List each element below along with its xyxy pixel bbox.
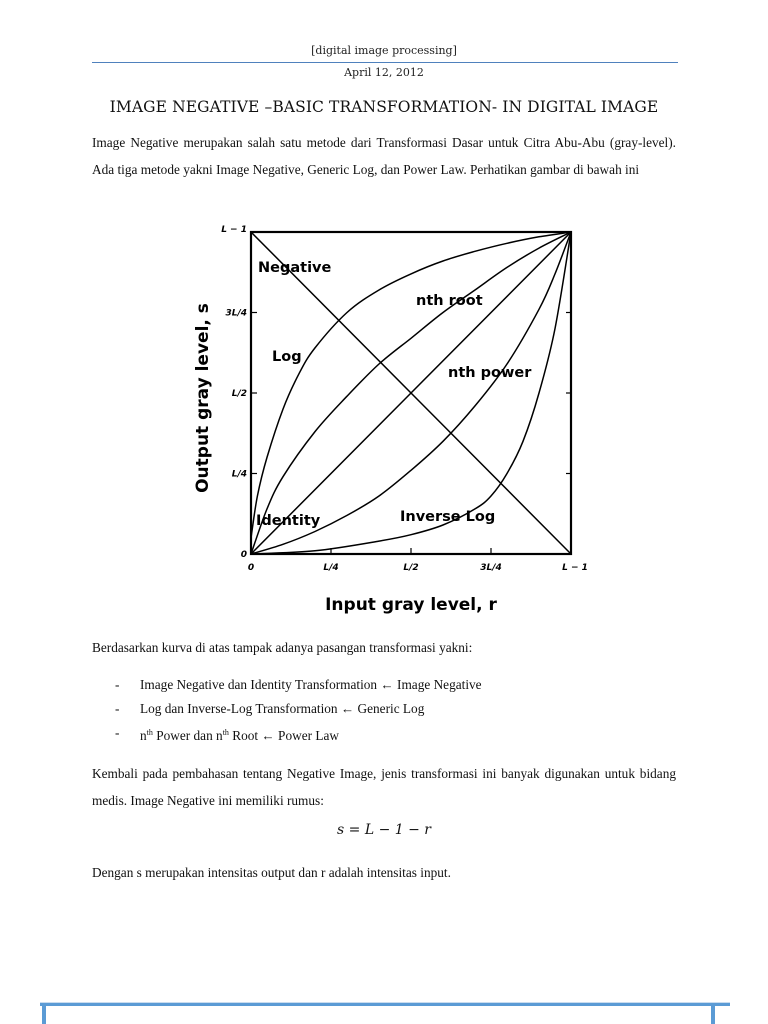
list-item-text: Image Negative dan Identity Transformation ← Image Negative	[140, 677, 482, 692]
conclusion-paragraph: Dengan s merupakan intensitas output dan r adalah intensitas input.	[92, 865, 451, 880]
curve-label-nth-power: nth power	[448, 365, 532, 381]
curve-label-identity: Identity	[256, 513, 321, 529]
y-axis-label: Output gray level, s	[193, 303, 213, 493]
bullet-dash: -	[115, 701, 120, 716]
footer-left-edge	[42, 1005, 46, 1024]
document-title: IMAGE NEGATIVE –BASIC TRANSFORMATION- IN DIGITAL IMAGE	[109, 98, 659, 116]
list-item-text-part: Power dan n	[152, 728, 223, 743]
curve-log	[251, 232, 571, 538]
y-tick-label: L − 1	[221, 225, 247, 235]
x-tick-label: 0	[247, 563, 255, 573]
intro-paragraph: Image Negative merupakan salah satu metode dari Transformasi Dasar untuk Citra Abu-Abu (gray-level). Ada tiga metode yakni Image Negative, Generic Log, dan Power Law. Perhatikan gambar di bawah ini	[92, 135, 676, 177]
x-axis-label: Input gray level, r	[325, 595, 497, 615]
x-tick-label: L/4	[323, 563, 339, 573]
bullet-dash: -	[115, 725, 120, 740]
list-item-text-part: Root ← Power Law	[228, 728, 339, 743]
curve-label-log: Log	[272, 349, 302, 365]
curve-label-nth-root: nth root	[416, 293, 483, 309]
y-tick-label: L/2	[231, 389, 247, 399]
header-subject: [digital image processing]	[311, 44, 457, 57]
y-tick-label: 3L/4	[225, 308, 247, 319]
gray-level-transformation-chart	[186, 218, 596, 618]
list-item	[115, 697, 675, 721]
list-item-text-part: n	[140, 728, 147, 743]
x-tick-label: 3L/4	[480, 563, 502, 573]
curve-label-negative: Negative	[258, 260, 332, 276]
footer-border	[40, 1002, 730, 1006]
y-tick-label: 0	[240, 550, 247, 560]
transformation-pairs-list	[115, 673, 675, 745]
list-item	[115, 673, 675, 697]
y-tick-label: L/4	[231, 469, 247, 480]
superscript-th: th	[146, 728, 153, 737]
x-tick-label: L − 1	[562, 563, 588, 573]
footer-right-edge	[711, 1005, 715, 1024]
negative-formula: s = L − 1 − r	[337, 822, 431, 838]
pairs-intro: Berdasarkan kurva di atas tampak adanya pasangan transformasi yakni:	[92, 640, 473, 655]
header-date: April 12, 2012	[344, 66, 424, 79]
bullet-dash: -	[115, 677, 120, 692]
list-item	[115, 721, 675, 745]
header-rule	[92, 62, 678, 63]
x-tick-label: L/2	[403, 563, 419, 573]
list-item-text: Log dan Inverse-Log Transformation ← Generic Log	[140, 701, 425, 716]
curve-label-inverse-log: Inverse Log	[400, 509, 496, 525]
superscript-th: th	[222, 728, 229, 737]
negative-intro-paragraph: Kembali pada pembahasan tentang Negative Image, jenis transformasi ini banyak digunakan untuk bidang medis. Image Negative ini memiliki rumus:	[92, 766, 676, 808]
